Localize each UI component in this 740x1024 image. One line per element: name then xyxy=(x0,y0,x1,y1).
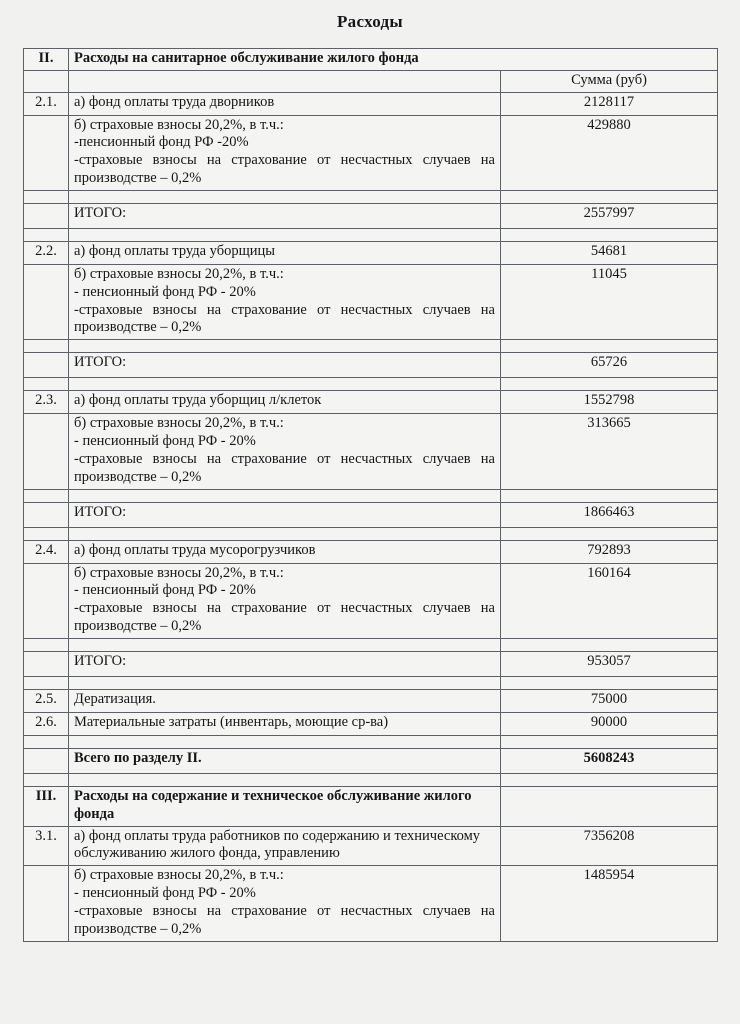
table-row-spacer xyxy=(24,190,718,203)
row-amount-3-1-a: 7356208 xyxy=(501,826,718,866)
spacer-cell xyxy=(69,527,501,540)
row-label-2-1-a: а) фонд оплаты труда дворников xyxy=(69,92,501,115)
row-label-2-5: Дератизация. xyxy=(69,689,501,712)
section-3-number: III. xyxy=(24,786,69,826)
spacer-cell xyxy=(24,638,69,651)
table-row-spacer xyxy=(24,638,718,651)
row-number-blank xyxy=(24,651,69,676)
row-label-2-3-b-line1: б) страховые взносы 20,2%, в т.ч.: xyxy=(74,415,284,432)
spacer-cell xyxy=(69,378,501,391)
row-label-3-1-b-line2: - пенсионный фонд РФ - 20% xyxy=(74,885,256,902)
total-amount-2-1: 2557997 xyxy=(501,203,718,228)
total-amount-2-2: 65726 xyxy=(501,353,718,378)
spacer-cell xyxy=(69,638,501,651)
table-row-spacer xyxy=(24,527,718,540)
row-number-2-4: 2.4. xyxy=(24,540,69,563)
row-label-2-1-b xyxy=(69,115,501,190)
section-3-heading-sum-blank xyxy=(501,786,718,826)
row-number-2-2: 2.2. xyxy=(24,241,69,264)
spacer-cell xyxy=(501,489,718,502)
section-2-total-label: Всего по разделу II. xyxy=(69,748,501,773)
section-3-heading: Расходы на содержание и техническое обслуживание жилого фонда xyxy=(69,786,501,826)
section-2-number: II. xyxy=(24,49,69,71)
table-row xyxy=(24,826,718,866)
table-row xyxy=(24,115,718,190)
table-row-spacer xyxy=(24,340,718,353)
table-row-total xyxy=(24,651,718,676)
row-label-2-2-b-line2: - пенсионный фонд РФ - 20% xyxy=(74,283,256,300)
row-label-2-1-b-line3: -страховые взносы на страхование от несчастных случаев на производстве – 0,2% xyxy=(74,152,495,187)
row-amount-2-1-a: 2128117 xyxy=(501,92,718,115)
total-label-2-4: ИТОГО: xyxy=(69,651,501,676)
row-amount-2-6: 90000 xyxy=(501,712,718,735)
row-number-blank xyxy=(24,115,69,190)
row-amount-2-4-b: 160164 xyxy=(501,563,718,638)
table-row xyxy=(24,540,718,563)
spacer-cell xyxy=(501,638,718,651)
table-row-spacer xyxy=(24,378,718,391)
table-row-spacer xyxy=(24,735,718,748)
spacer-cell xyxy=(501,228,718,241)
row-label-2-3-b-line3: -страховые взносы на страхование от несчастных случаев на производстве – 0,2% xyxy=(74,450,495,485)
row-amount-2-4-a: 792893 xyxy=(501,540,718,563)
row-amount-2-2-b: 11045 xyxy=(501,264,718,339)
row-number-blank xyxy=(24,563,69,638)
section-2-total-amount: 5608243 xyxy=(501,748,718,773)
table-row xyxy=(24,391,718,414)
row-number-blank xyxy=(24,264,69,339)
row-amount-2-3-a: 1552798 xyxy=(501,391,718,414)
table-row xyxy=(24,563,718,638)
page-title: Расходы xyxy=(336,12,404,31)
table-row-total xyxy=(24,353,718,378)
row-label-2-1-b-line2: -пенсионный фонд РФ -20% xyxy=(74,134,249,151)
table-row xyxy=(24,414,718,489)
spacer-cell xyxy=(501,735,718,748)
spacer-cell xyxy=(24,378,69,391)
row-label-2-2-b xyxy=(69,264,501,339)
spacer-cell xyxy=(69,676,501,689)
column-header-desc-blank xyxy=(69,70,501,92)
row-label-3-1-b-line1: б) страховые взносы 20,2%, в т.ч.: xyxy=(74,867,284,884)
table-row-section-2-heading xyxy=(24,49,718,71)
table-row-section-total xyxy=(24,748,718,773)
spacer-cell xyxy=(24,340,69,353)
row-label-3-1-b xyxy=(69,866,501,941)
spacer-cell xyxy=(69,735,501,748)
row-label-2-6: Материальные затраты (инвентарь, моющие ср-ва) xyxy=(69,712,501,735)
total-label-2-2: ИТОГО: xyxy=(69,353,501,378)
row-number-blank xyxy=(24,866,69,941)
spacer-cell xyxy=(69,340,501,353)
row-number-blank xyxy=(24,502,69,527)
row-number-2-1: 2.1. xyxy=(24,92,69,115)
spacer-cell xyxy=(501,190,718,203)
spacer-cell xyxy=(501,676,718,689)
spacer-cell xyxy=(69,190,501,203)
row-number-2-5: 2.5. xyxy=(24,689,69,712)
table-row xyxy=(24,689,718,712)
row-amount-2-1-b: 429880 xyxy=(501,115,718,190)
section-2-heading: Расходы на санитарное обслуживание жилого фонда xyxy=(69,49,718,71)
row-label-2-3-b-line2: - пенсионный фонд РФ - 20% xyxy=(74,433,256,450)
total-label-2-1: ИТОГО: xyxy=(69,203,501,228)
row-label-2-2-a: а) фонд оплаты труда уборщицы xyxy=(69,241,501,264)
spacer-cell xyxy=(69,228,501,241)
row-amount-3-1-b: 1485954 xyxy=(501,866,718,941)
spacer-cell xyxy=(24,228,69,241)
row-number-2-6: 2.6. xyxy=(24,712,69,735)
table-row-spacer xyxy=(24,228,718,241)
row-label-2-4-a: а) фонд оплаты труда мусорогрузчиков xyxy=(69,540,501,563)
table-row xyxy=(24,241,718,264)
expense-table xyxy=(23,48,718,942)
row-label-3-1-b-line3: -страховые взносы на страхование от несчастных случаев на производстве – 0,2% xyxy=(74,902,495,937)
row-label-2-2-b-line1: б) страховые взносы 20,2%, в т.ч.: xyxy=(74,265,284,282)
table-row-spacer xyxy=(24,489,718,502)
row-label-3-1-a: а) фонд оплаты труда работников по содержанию и техническому обслуживанию жилого фонда, управлению xyxy=(69,826,501,866)
column-header-sum: Сумма (руб) xyxy=(501,70,718,92)
spacer-cell xyxy=(24,773,69,786)
spacer-cell xyxy=(69,489,501,502)
total-label-2-3: ИТОГО: xyxy=(69,502,501,527)
row-number-3-1: 3.1. xyxy=(24,826,69,866)
row-label-2-2-b-line3: -страховые взносы на страхование от несчастных случаев на производстве – 0,2% xyxy=(74,301,495,336)
row-label-2-4-b-line1: б) страховые взносы 20,2%, в т.ч.: xyxy=(74,564,284,581)
row-label-2-3-a: а) фонд оплаты труда уборщиц л/клеток xyxy=(69,391,501,414)
table-row-column-header xyxy=(24,70,718,92)
row-label-2-4-b xyxy=(69,563,501,638)
total-amount-2-3: 1866463 xyxy=(501,502,718,527)
row-number-blank xyxy=(24,414,69,489)
spacer-cell xyxy=(501,378,718,391)
spacer-cell xyxy=(24,676,69,689)
row-number-blank xyxy=(24,353,69,378)
spacer-cell xyxy=(24,489,69,502)
row-number-blank xyxy=(24,748,69,773)
spacer-cell xyxy=(69,773,501,786)
row-label-2-4-b-line3: -страховые взносы на страхование от несчастных случаев на производстве – 0,2% xyxy=(74,600,495,635)
total-amount-2-4: 953057 xyxy=(501,651,718,676)
table-row-section-3-heading xyxy=(24,786,718,826)
spacer-cell xyxy=(24,527,69,540)
row-number-2-3: 2.3. xyxy=(24,391,69,414)
spacer-cell xyxy=(501,527,718,540)
row-label-2-1-b-line1: б) страховые взносы 20,2%, в т.ч.: xyxy=(74,116,284,133)
row-label-2-4-b-line2: - пенсионный фонд РФ - 20% xyxy=(74,582,256,599)
spacer-cell xyxy=(501,340,718,353)
spacer-cell xyxy=(24,735,69,748)
spacer-cell xyxy=(24,190,69,203)
table-row-total xyxy=(24,203,718,228)
table-row xyxy=(24,264,718,339)
expense-table-container xyxy=(23,48,717,942)
row-number-blank xyxy=(24,203,69,228)
column-header-num-blank xyxy=(24,70,69,92)
row-amount-2-5: 75000 xyxy=(501,689,718,712)
spacer-cell xyxy=(501,773,718,786)
table-row xyxy=(24,866,718,941)
row-label-2-3-b xyxy=(69,414,501,489)
row-amount-2-3-b: 313665 xyxy=(501,414,718,489)
table-row-spacer xyxy=(24,676,718,689)
table-row xyxy=(24,712,718,735)
table-row-spacer xyxy=(24,773,718,786)
table-row-total xyxy=(24,502,718,527)
table-row xyxy=(24,92,718,115)
row-amount-2-2-a: 54681 xyxy=(501,241,718,264)
